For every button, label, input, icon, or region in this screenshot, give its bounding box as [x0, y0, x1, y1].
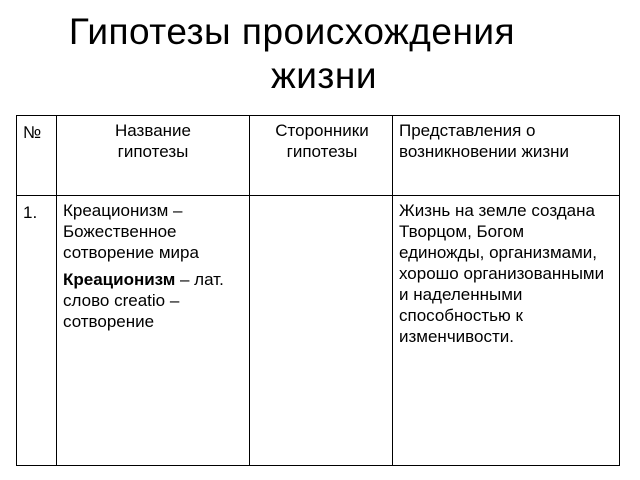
- hypothesis-name: Креационизм – Божественное сотворение мира: [63, 201, 199, 262]
- header-name: [57, 116, 250, 196]
- header-number-label: №: [23, 123, 42, 142]
- row-supporters-cell: [250, 196, 393, 466]
- table-header-row: [17, 116, 620, 196]
- row-number: 1.: [23, 203, 38, 222]
- term-definition: [63, 269, 245, 332]
- row-name: [57, 196, 249, 332]
- header-name-label: Название гипотезы: [115, 121, 191, 161]
- table-row: [17, 196, 620, 466]
- header-number: [17, 116, 57, 196]
- row-views-cell: [393, 196, 620, 466]
- row-name-cell: [57, 196, 250, 466]
- row-supporters: [250, 196, 392, 200]
- hypotheses-table: [16, 115, 620, 466]
- header-views-label: Представления о возникновении жизни: [399, 121, 570, 161]
- header-supporters-label: Сторонники гипотезы: [275, 121, 369, 161]
- slide-title-line-2: жизни: [271, 55, 377, 96]
- slide-title: [0, 10, 640, 98]
- row-views: Жизнь на земле создана Творцом, Богом единожды, организмами, хорошо организованными и наделенными способностью к изменчивости.: [399, 201, 605, 346]
- term: Креационизм: [63, 270, 176, 289]
- header-supporters: [250, 116, 393, 196]
- header-views: [393, 116, 620, 196]
- row-number-cell: [17, 196, 57, 466]
- slide-title-line-1: Гипотезы происхождения: [68, 11, 516, 52]
- term-definition-text: – лат. слово creatio – сотворение: [63, 270, 224, 331]
